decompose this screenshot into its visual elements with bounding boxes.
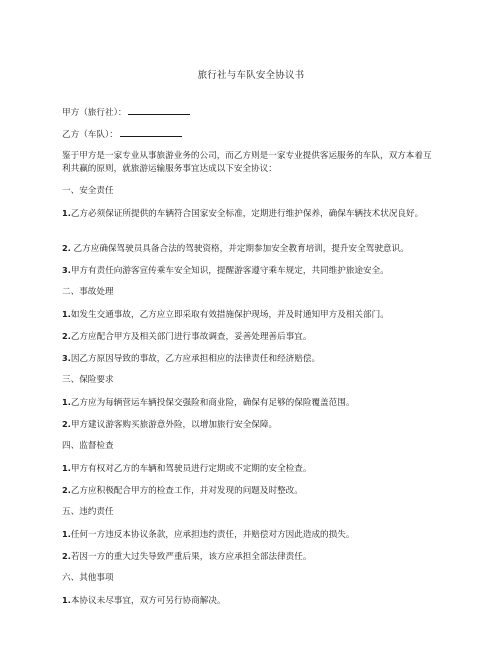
clause: [62, 528, 440, 542]
clause: [62, 308, 440, 322]
clause-number: 2.: [62, 331, 71, 341]
clause-number: 3.: [62, 265, 71, 275]
clause-number: 2.: [62, 551, 71, 561]
clause-number: 2.: [62, 419, 71, 429]
clause-text: 因乙方原因导致的事故，乙方应承担相应的法律责任和经济赔偿。: [70, 354, 321, 364]
clause-number: 1.: [62, 397, 71, 407]
clause-number: 1.: [62, 595, 71, 605]
section-heading: 一、安全责任: [62, 186, 114, 196]
clause-number: 1.: [62, 208, 71, 218]
clause: [62, 484, 440, 498]
clause: [62, 418, 440, 432]
clause-text: 乙方应确保驾驶员具备合法的驾驶资格，并定期参加安全教育培训，提升安全驾驶意识。: [70, 244, 409, 254]
section-heading: 五、违约责任: [62, 507, 114, 517]
section-heading: 四、监督检查: [62, 441, 114, 451]
intro-paragraph: 鉴于甲方是一家专业从事旅游业务的公司，而乙方则是一家专业提供客运服务的车队，双方本着互利共赢的原则，就旅游运输服务事宜达成以下安全协议：: [62, 151, 432, 174]
section-heading: 三、保险要求: [62, 375, 114, 385]
clause-number: 2.: [62, 243, 71, 253]
clause: [62, 264, 440, 278]
party-a-blank: [128, 106, 190, 115]
clause: [62, 462, 440, 476]
party-a-line: [62, 106, 452, 120]
clause-number: 2.: [62, 485, 71, 495]
clause-text: 甲方建议游客购买旅游意外险，以增加旅行安全保障。: [70, 420, 278, 430]
section-heading: 六、其他事项: [62, 573, 114, 583]
document-title: 旅行社与车队安全协议书: [197, 70, 305, 81]
party-a-label: 甲方（旅行社）：: [62, 108, 127, 118]
clause-number: 1.: [62, 463, 71, 473]
clause-text: 乙方应配合甲方及相关部门进行事故调查，妥善处理善后事宜。: [70, 332, 312, 342]
clause-text: 乙方应积极配合甲方的检查工作，并对发现的问题及时整改。: [70, 486, 303, 496]
clause: [62, 330, 440, 344]
clause-text: 本协议未尽事宜，双方可另行协商解决。: [70, 596, 226, 606]
clause-text: 任何一方违反本协议条款，应承担违约责任，并赔偿对方因此造成的损失。: [70, 530, 355, 540]
clause: [62, 396, 440, 410]
clause: [62, 207, 440, 221]
clause-number: 3.: [62, 353, 71, 363]
clause-text: 若因一方的重大过失导致严重后果，该方应承担全部法律责任。: [70, 552, 312, 562]
clause: [62, 352, 440, 366]
clause: [62, 550, 440, 564]
clause-text: 如发生交通事故，乙方应立即采取有效措施保护现场，并及时通知甲方及相关部门。: [70, 310, 389, 320]
party-b-label: 乙方（车队）：: [62, 130, 118, 140]
clause-number: 1.: [62, 309, 71, 319]
clause-text: 乙方必须保证所提供的车辆符合国家安全标准，定期进行维护保养，确保车辆技术状况良好。: [70, 209, 424, 219]
party-b-line: [62, 128, 452, 142]
party-b-blank: [120, 128, 182, 137]
clause: [62, 242, 440, 256]
clause-number: 1.: [62, 529, 71, 539]
clause: [62, 594, 440, 608]
section-heading: 二、事故处理: [62, 287, 114, 297]
clause-text: 甲方有权对乙方的车辆和驾驶员进行定期或不定期的安全检查。: [70, 464, 312, 474]
clause-text: 甲方有责任向游客宣传乘车安全知识，提醒游客遵守乘车规定，共同维护旅途安全。: [70, 266, 389, 276]
clause-text: 乙方应为每辆营运车辆投保交强险和商业险，确保有足够的保险覆盖范围。: [70, 398, 355, 408]
